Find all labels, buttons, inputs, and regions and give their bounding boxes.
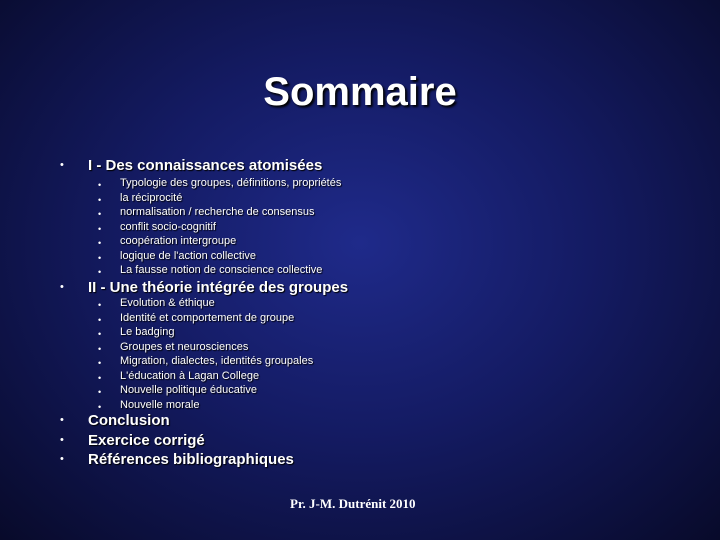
list-item: Nouvelle politique éducative <box>120 384 257 396</box>
list-item: normalisation / recherche de consensus <box>120 206 315 218</box>
list-item: Le badging <box>120 326 175 338</box>
list-item: L'éducation à Lagan College <box>120 370 260 382</box>
list-item: Evolution & éthique <box>120 297 215 309</box>
section-heading-references: Références bibliographiques <box>88 451 294 468</box>
section-heading-1: I - Des connaissances atomisées <box>88 157 323 174</box>
slide-title: Sommaire <box>263 70 457 114</box>
list-item: Typologie des groupes, définitions, propriétés <box>120 177 342 189</box>
author-footer: Pr. J-M. Dutrénit 2010 <box>290 496 416 511</box>
bullet-icon: • <box>98 329 102 339</box>
bullet-icon: • <box>98 253 102 263</box>
bullet-icon: • <box>98 238 102 248</box>
bullet-icon: • <box>60 281 64 293</box>
section-heading-exercise: Exercice corrigé <box>88 432 205 449</box>
bullet-icon: • <box>98 180 102 190</box>
section-heading-conclusion: Conclusion <box>88 412 170 429</box>
list-item: Identité et comportement de groupe <box>120 312 295 324</box>
bullet-icon: • <box>60 414 64 426</box>
bullet-icon: • <box>98 209 102 219</box>
list-item: La fausse notion de conscience collective <box>120 264 323 276</box>
list-item: logique de l'action collective <box>120 250 257 262</box>
bullet-icon: • <box>98 387 102 397</box>
bullet-icon: • <box>98 344 102 354</box>
bullet-icon: • <box>98 300 102 310</box>
list-item: Nouvelle morale <box>120 399 200 411</box>
list-item: coopération intergroupe <box>120 235 237 247</box>
list-item: Groupes et neurosciences <box>120 341 249 353</box>
bullet-icon: • <box>60 159 64 171</box>
section-heading-2: II - Une théorie intégrée des groupes <box>88 279 349 296</box>
bullet-icon: • <box>60 453 64 465</box>
bullet-icon: • <box>98 373 102 383</box>
bullet-icon: • <box>98 267 102 277</box>
list-item: conflit socio-cognitif <box>120 221 216 233</box>
bullet-icon: • <box>98 224 102 234</box>
bullet-icon: • <box>98 315 102 325</box>
list-item: Migration, dialectes, identités groupales <box>120 355 314 367</box>
list-item: la réciprocité <box>120 192 183 204</box>
bullet-icon: • <box>98 195 102 205</box>
bullet-icon: • <box>98 402 102 412</box>
bullet-icon: • <box>98 358 102 368</box>
bullet-icon: • <box>60 434 64 446</box>
